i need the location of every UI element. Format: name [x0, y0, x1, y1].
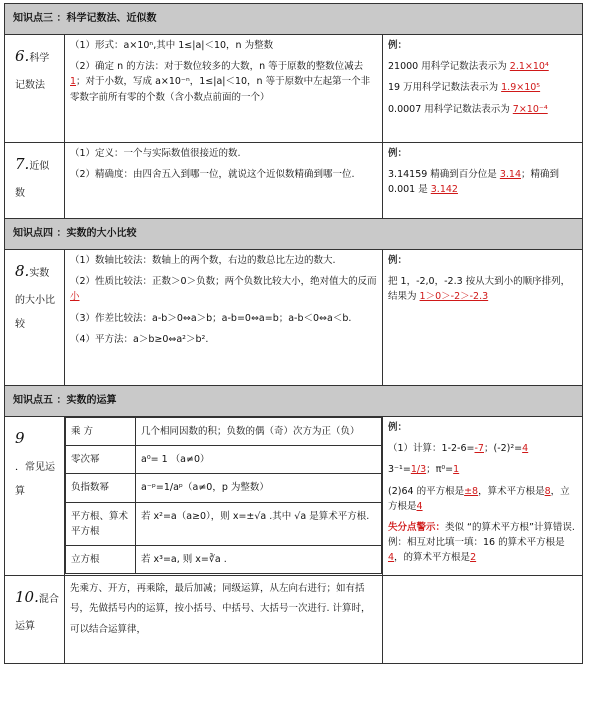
row-10-content: 先乘方、开方，再乘除，最后加减；同级运算，从左向右进行；如有括号，先做括号内的运算，按小括号、中括号、大括号一次进行. 计算时，可以结合运算律， — [65, 575, 383, 663]
row-9-label: 9 ．常见运算 — [5, 417, 65, 576]
row-8-example: 例： 把 1，-2,0，-2.3 按从大到小的顺序排列，结果为 1＞0＞-2＞-2.3 — [383, 250, 583, 386]
row-10-example — [383, 575, 583, 663]
section-header-3: 知识点三 ：科学记数法、近似数 — [5, 4, 583, 35]
section-header-5: 知识点五 ：实数的运算 — [5, 386, 583, 417]
row-6-content: （1）形式：a×10ⁿ,其中 1≤|a|＜10，n 为整数 （2）确定 n 的方法：对于数位较多的大数，n 等于原数的整数位减去1；对于小数，写成 a×10⁻ⁿ，1≤|a|＜10，n 等于原数中左起第一个非零数字前所有零的个数（含小数点前面的一个） — [65, 35, 383, 143]
row-8-content: （1）数轴比较法：数轴上的两个数，右边的数总比左边的数大. （2）性质比较法：正数＞0＞负数；两个负数比较大小，绝对值大的反而 小 （3）作差比较法：a-b＞0⇔a＞b；a-b=0⇔a=b；a-b＜0⇔a＜b. （4）平方法：a＞b≥0⇔a²＞b². — [65, 250, 383, 386]
op-content-1: a⁰= 1 （a≠0） — [136, 446, 382, 474]
row-10-label: 10.混合运算 — [5, 575, 65, 663]
knowledge-table — [4, 3, 583, 664]
op-name-2: 负指数幂 — [66, 474, 136, 502]
op-name-4: 立方根 — [66, 545, 136, 573]
op-name-3: 平方根、算术平方根 — [66, 502, 136, 545]
row-6-label: 6.科学记数法 — [5, 35, 65, 143]
operations-table — [65, 417, 382, 574]
row-7-example: 例： 3.14159 精确到百分位是 3.14；精确到 0.001 是 3.142 — [383, 143, 583, 219]
row-9-example: 例： （1）计算：1-2-6=-7；(-2)²=4 3⁻¹=1/3；π⁰=1 (2)64 的平方根是±8，算术平方根是8，立方根是4 失分点警示：类似 “的算术平方根”计算错误. 例：相互对比填一填：16 的算术平方根是4，的算术平方根是2 — [383, 417, 583, 576]
section-header-4: 知识点四 ：实数的大小比较 — [5, 219, 583, 250]
row-7-content: （1）定义：一个与实际数值很接近的数. （2）精确度：由四舍五入到哪一位，就说这个近似数精确到哪一位. — [65, 143, 383, 219]
op-content-4: 若 x³=a, 则 x=∛a . — [136, 545, 382, 573]
op-name-0: 乘 方 — [66, 418, 136, 446]
op-content-3: 若 x²=a（a≥0），则 x=±√a .其中 √a 是算术平方根. — [136, 502, 382, 545]
row-7-label: 7.近似数 — [5, 143, 65, 219]
op-content-0: 几个相同因数的积；负数的偶（奇）次方为正（负） — [136, 418, 382, 446]
op-content-2: a⁻ᵖ=1/aᵖ（a≠0，p 为整数） — [136, 474, 382, 502]
row-9-content — [65, 417, 383, 576]
op-name-1: 零次幂 — [66, 446, 136, 474]
row-6-example: 例： 21000 用科学记数法表示为 2.1×10⁴ 19 万用科学记数法表示为 1.9×10⁵ 0.0007 用科学记数法表示为 7×10⁻⁴ — [383, 35, 583, 143]
row-8-label: 8.实数的大小比较 — [5, 250, 65, 386]
